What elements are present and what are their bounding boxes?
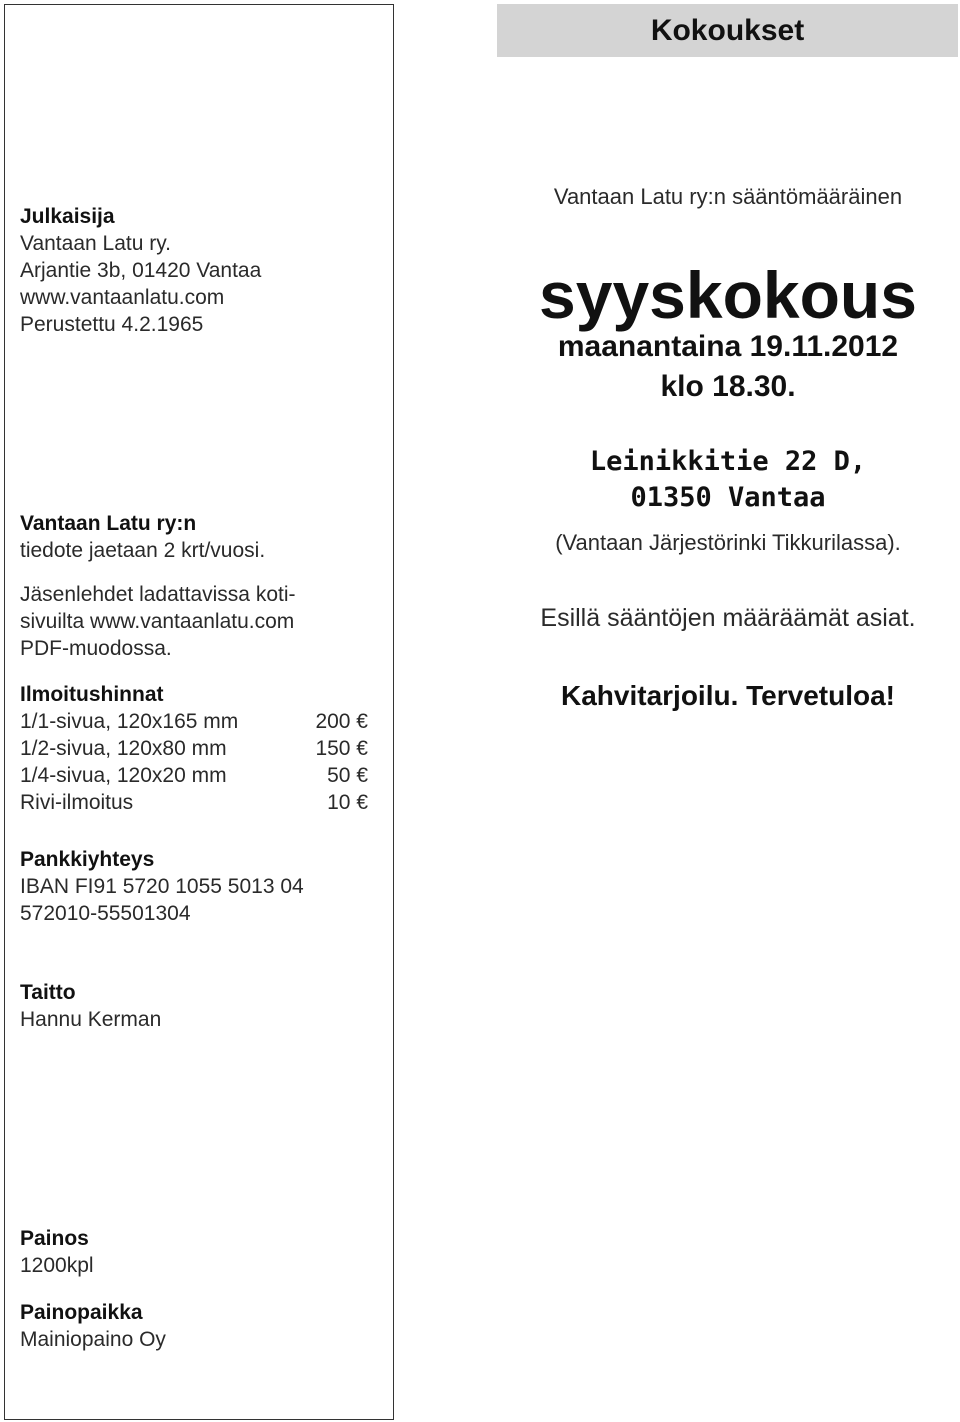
colophon-panel <box>4 4 394 1420</box>
price-value: 50 € <box>327 764 368 787</box>
print-run-label: Painos <box>20 1227 89 1250</box>
members-line: sivuilta www.vantaanlatu.com <box>20 610 295 633</box>
publisher-section <box>20 203 390 338</box>
bank-line: 572010-55501304 <box>20 902 191 925</box>
publisher-label: Julkaisija <box>20 205 115 228</box>
bulletin-label: Vantaan Latu ry:n <box>20 512 197 535</box>
meeting-intro: Vantaan Latu ry:n sääntömääräinen <box>553 184 903 209</box>
members-line: Jäsenlehdet ladattavissa koti- <box>20 583 296 606</box>
members-section <box>20 581 390 662</box>
price-item: Rivi-ilmoitus <box>20 791 134 814</box>
price-row <box>20 735 368 762</box>
bank-section <box>20 846 390 927</box>
price-item: 1/1-sivua, 120x165 mm <box>20 710 239 733</box>
bank-line: IBAN FI91 5720 1055 5013 04 <box>20 875 304 898</box>
price-row <box>20 789 368 816</box>
meeting-time-line: klo 18.30. <box>660 370 796 403</box>
meeting-title: syyskokous <box>539 258 917 332</box>
price-value: 10 € <box>327 791 368 814</box>
layout-credit-section <box>20 979 390 1033</box>
layout-credit-name: Hannu Kerman <box>20 1008 162 1031</box>
publisher-line: Perustettu 4.2.1965 <box>20 313 204 336</box>
meeting-address <box>500 444 956 516</box>
price-row <box>20 762 368 789</box>
publisher-line: Vantaan Latu ry. <box>20 232 171 255</box>
bank-label: Pankkiyhteys <box>20 848 155 871</box>
bulletin-line: tiedote jaetaan 2 krt/vuosi. <box>20 539 266 562</box>
ad-prices-section <box>20 681 390 816</box>
meeting-date-line: maanantaina 19.11.2012 <box>557 330 899 363</box>
meeting-place-note: (Vantaan Järjestörinki Tikkurilassa). <box>555 530 901 555</box>
meeting-date <box>500 327 956 407</box>
ad-prices-label: Ilmoitushinnat <box>20 683 164 706</box>
print-run-value: 1200kpl <box>20 1254 94 1277</box>
price-row <box>20 708 368 735</box>
meeting-closing: Kahvitarjoilu. Tervetuloa! <box>561 680 895 711</box>
publisher-line: www.vantaanlatu.com <box>20 286 225 309</box>
layout-credit-label: Taitto <box>20 981 76 1004</box>
address-street: Leinikkitie 22 D, <box>589 446 867 477</box>
print-run-section <box>20 1225 390 1279</box>
price-value: 200 € <box>315 710 368 733</box>
section-header <box>497 4 958 57</box>
publisher-line: Arjantie 3b, 01420 Vantaa <box>20 259 262 282</box>
printer-value: Mainiopaino Oy <box>20 1328 166 1351</box>
price-item: 1/2-sivua, 120x80 mm <box>20 737 227 760</box>
printer-label: Painopaikka <box>20 1301 143 1324</box>
address-city: 01350 Vantaa <box>630 482 826 513</box>
section-title: Kokoukset <box>650 13 805 47</box>
bulletin-section <box>20 510 390 564</box>
members-line: PDF-muodossa. <box>20 637 172 660</box>
printer-section <box>20 1299 390 1353</box>
price-item: 1/4-sivua, 120x20 mm <box>20 764 227 787</box>
meeting-agenda: Esillä sääntöjen määräämät asiat. <box>540 604 916 632</box>
price-value: 150 € <box>315 737 368 760</box>
